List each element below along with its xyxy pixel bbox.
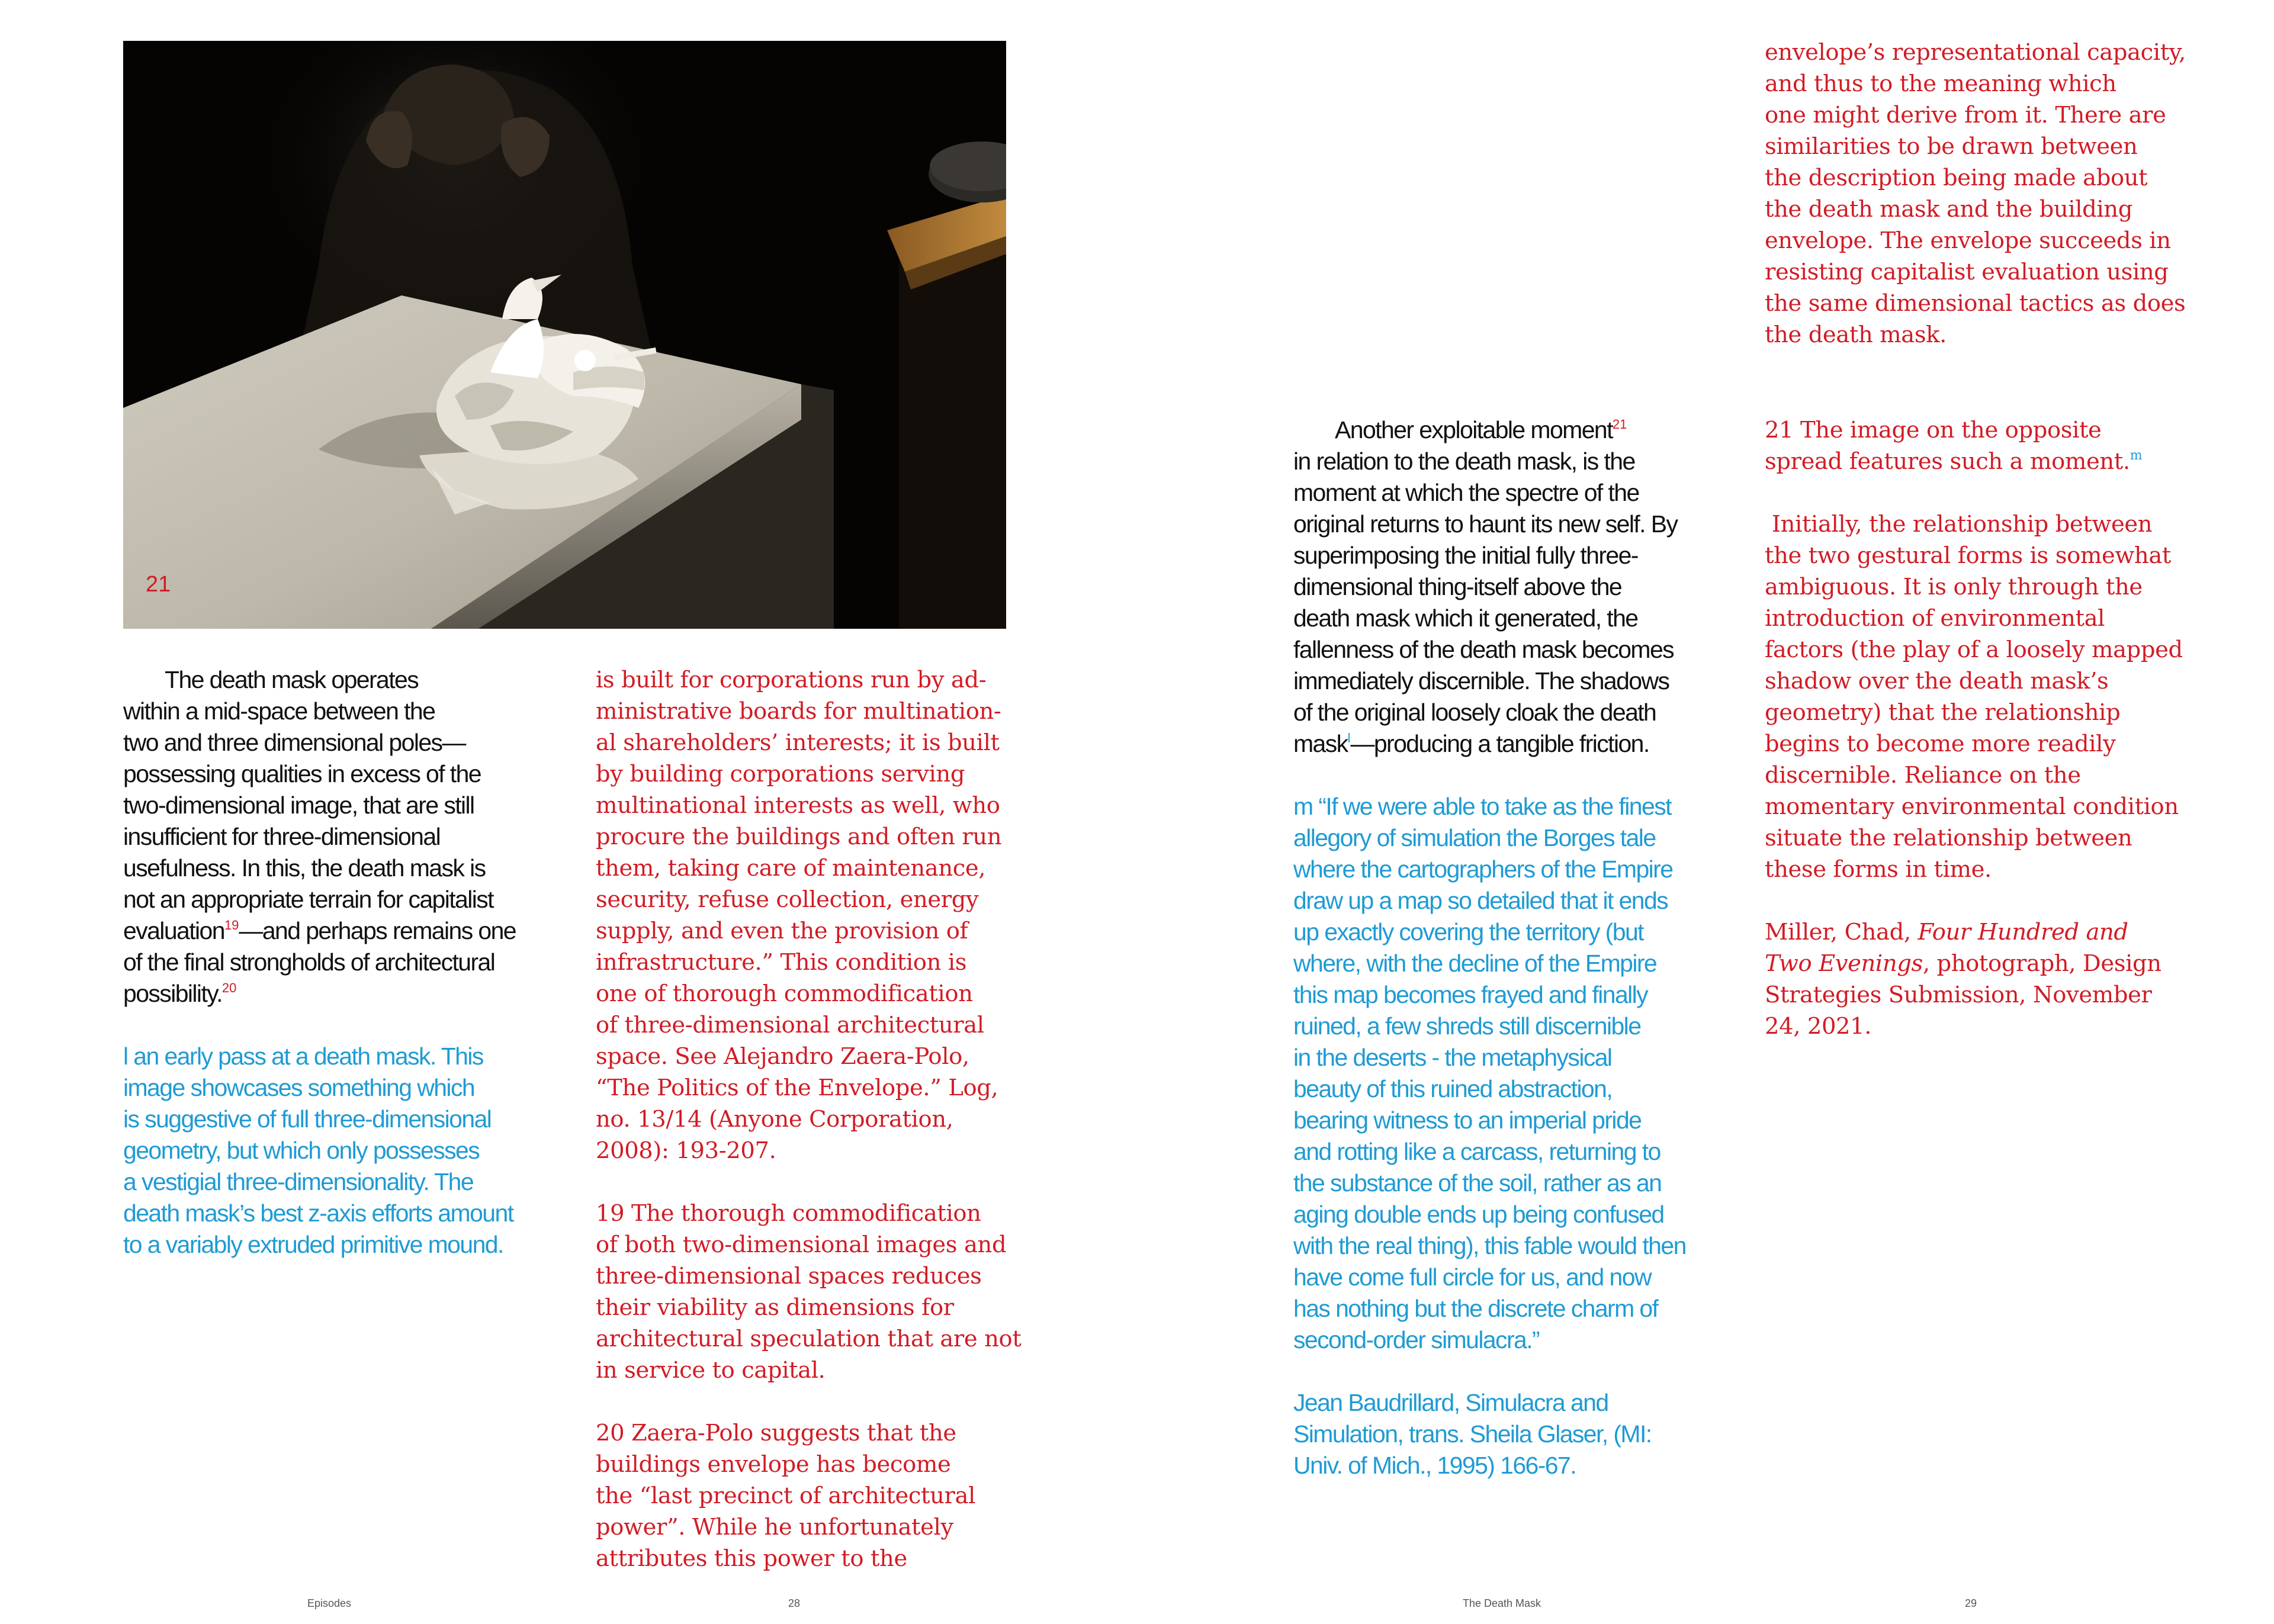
note-line: of both two-dimensional images and bbox=[596, 1231, 1007, 1258]
note-line: their viability as dimensions for bbox=[596, 1294, 954, 1321]
body-paragraph bbox=[1293, 414, 1720, 760]
body-line: possessing qualities in excess of the bbox=[123, 760, 481, 787]
caption-line: image showcases something which bbox=[123, 1074, 475, 1101]
body-text: evaluation bbox=[123, 917, 224, 944]
note-line: attributes this power to the bbox=[596, 1545, 907, 1572]
note-line: situate the relationship between bbox=[1765, 825, 2132, 851]
footnote-19 bbox=[596, 1198, 1022, 1386]
caption-line: ruined, a few shreds still discernible bbox=[1293, 1012, 1641, 1040]
caption-l bbox=[123, 1041, 561, 1260]
note-line: ambiguous. It is only through the bbox=[1765, 574, 2143, 600]
note-line: 24, 2021. bbox=[1765, 1013, 1872, 1040]
note-line: and thus to the meaning which bbox=[1765, 70, 2116, 97]
note-line: 2008): 193-207. bbox=[596, 1137, 776, 1164]
caption-line: l an early pass at a death mask. This bbox=[123, 1043, 483, 1070]
note-line: introduction of environmental bbox=[1765, 605, 2105, 632]
caption-line: have come full circle for us, and now bbox=[1293, 1263, 1651, 1291]
body-line: two-dimensional image, that are still bbox=[123, 792, 474, 819]
note-line: of three-dimensional architectural bbox=[596, 1012, 984, 1038]
caption-line: has nothing but the discrete charm of bbox=[1293, 1295, 1658, 1322]
body-line: two and three dimensional poles— bbox=[123, 729, 465, 756]
footnote-20-continued bbox=[1765, 37, 2203, 350]
body-text: mask bbox=[1293, 730, 1348, 757]
caption-line: up exactly covering the territory (but bbox=[1293, 918, 1643, 946]
note-line: one might derive from it. There are bbox=[1765, 102, 2166, 128]
caption-line: a vestigial three-dimensionality. The bbox=[123, 1168, 474, 1195]
footnote-21 bbox=[1765, 414, 2203, 477]
caption-line: where, with the decline of the Empire bbox=[1293, 950, 1657, 977]
note-line: in service to capital. bbox=[596, 1357, 826, 1384]
caption-line: in the deserts - the metaphysical bbox=[1293, 1044, 1612, 1071]
caption-line: second-order simulacra.” bbox=[1293, 1326, 1540, 1353]
note-line: “The Politics of the Envelope.” Log, bbox=[596, 1075, 998, 1101]
footer-section-title: Episodes bbox=[307, 1597, 352, 1609]
caption-line: Jean Baudrillard, Simulacra and bbox=[1293, 1389, 1608, 1416]
note-line: no. 13/14 (Anyone Corporation, bbox=[596, 1106, 953, 1133]
note-line: the “last precinct of architectural bbox=[596, 1482, 975, 1509]
left-column-notes bbox=[596, 664, 1022, 1574]
caption-line: is suggestive of full three-dimensional bbox=[123, 1105, 492, 1133]
note-line bbox=[1765, 916, 2203, 948]
footer-section-title: The Death Mask bbox=[1463, 1597, 1541, 1609]
footnote-ref-21[interactable]: 21 bbox=[1612, 417, 1627, 432]
note-line: factors (the play of a loosely mapped bbox=[1765, 636, 2183, 663]
note-line: the description being made about bbox=[1765, 165, 2148, 191]
note-line: ministrative boards for multination- bbox=[596, 698, 1001, 725]
note-line: three-dimensional spaces reduces bbox=[596, 1263, 982, 1289]
page-number: 29 bbox=[1965, 1597, 1977, 1609]
note-line: discernible. Reliance on the bbox=[1765, 762, 2081, 789]
body-line: within a mid-space between the bbox=[123, 697, 435, 725]
body-line: dimensional thing-itself above the bbox=[1293, 573, 1622, 600]
footnote-ref-19[interactable]: 19 bbox=[224, 918, 239, 932]
note-line: infrastructure.” This condition is bbox=[596, 949, 967, 976]
caption-line: allegory of simulation the Borges tale bbox=[1293, 824, 1656, 851]
caption-m-citation bbox=[1293, 1387, 1720, 1481]
caption-line: aging double ends up being confused bbox=[1293, 1201, 1664, 1228]
body-line: moment at which the spectre of the bbox=[1293, 479, 1639, 506]
caption-line: to a variably extruded primitive mound. bbox=[123, 1231, 503, 1258]
body-line bbox=[123, 915, 561, 947]
note-line: them, taking care of maintenance, bbox=[596, 855, 986, 882]
note-line: the two gestural forms is somewhat bbox=[1765, 542, 2171, 569]
note-line: momentary environmental condition bbox=[1765, 793, 2179, 820]
caption-line: death mask’s best z-axis efforts amount bbox=[123, 1199, 513, 1227]
body-line: of the original loosely cloak the death bbox=[1293, 699, 1656, 726]
note-line: space. See Alejandro Zaera-Polo, bbox=[596, 1043, 969, 1070]
note-line: architectural speculation that are not bbox=[596, 1326, 1022, 1352]
note-text: spread features such a moment. bbox=[1765, 448, 2130, 475]
page-number: 28 bbox=[788, 1597, 801, 1609]
caption-line: with the real thing), this fable would then bbox=[1293, 1232, 1686, 1259]
note-line bbox=[1765, 948, 2203, 979]
note-continued bbox=[1765, 37, 2203, 350]
body-line: in relation to the death mask, is the bbox=[1293, 448, 1635, 475]
note-line: similarities to be drawn between bbox=[1765, 133, 2138, 160]
caption-line: Simulation, trans. Sheila Glaser, (MI: bbox=[1293, 1420, 1652, 1448]
credit-text: , photograph, Design bbox=[1922, 950, 2161, 977]
note-line: by building corporations serving bbox=[596, 761, 965, 787]
note-line: buildings envelope has become bbox=[596, 1451, 951, 1478]
body-text: —producing a tangible friction. bbox=[1350, 730, 1649, 757]
caption-ref-m[interactable]: m bbox=[2130, 448, 2143, 463]
caption-line: the substance of the soil, rather as an bbox=[1293, 1169, 1662, 1197]
body-text: Another exploitable moment bbox=[1335, 416, 1613, 443]
credit-title: Two Evenings bbox=[1765, 950, 1923, 977]
right-column-notes bbox=[1765, 414, 2203, 1042]
body-text: possibility. bbox=[123, 980, 222, 1007]
caption-line: m “If we were able to take as the finest bbox=[1293, 793, 1671, 820]
body-line: superimposing the initial fully three- bbox=[1293, 542, 1638, 569]
footnote-ref-20[interactable]: 20 bbox=[221, 980, 237, 995]
body-text: —and perhaps remains one bbox=[239, 917, 516, 944]
body-line: usefulness. In this, the death mask is bbox=[123, 854, 486, 882]
note-line: multinational interests as well, who bbox=[596, 792, 1000, 819]
caption-line: bearing witness to an imperial pride bbox=[1293, 1107, 1642, 1134]
note-line: envelope’s representational capacity, bbox=[1765, 39, 2186, 66]
caption-line: geometry, but which only possesses bbox=[123, 1137, 480, 1164]
body-paragraph bbox=[123, 664, 561, 1009]
right-column-body bbox=[1293, 414, 1720, 1481]
note-line: the same dimensional tactics as does bbox=[1765, 290, 2186, 317]
note-line: security, refuse collection, energy bbox=[596, 886, 979, 913]
photograph-death-mask bbox=[123, 41, 1006, 629]
note-line: Strategies Submission, November bbox=[1765, 982, 2152, 1008]
note-line: 21 The image on the opposite bbox=[1765, 417, 2102, 443]
note-line: these forms in time. bbox=[1765, 856, 1992, 883]
note-line: 20 Zaera-Polo suggests that the bbox=[596, 1420, 956, 1446]
note-line: al shareholders’ interests; it is built bbox=[596, 729, 1000, 756]
photo-credit bbox=[1765, 916, 2203, 1042]
note-paragraph bbox=[1765, 509, 2203, 885]
photo-illustration bbox=[123, 41, 1006, 629]
note-line bbox=[1765, 446, 2203, 477]
caption-line: and rotting like a carcass, returning to bbox=[1293, 1138, 1660, 1165]
body-line: immediately discernible. The shadows bbox=[1293, 667, 1669, 694]
note-line: 19 The thorough commodification bbox=[596, 1200, 981, 1227]
note-line: envelope. The envelope succeeds in bbox=[1765, 227, 2171, 254]
caption-line: draw up a map so detailed that it ends bbox=[1293, 887, 1668, 914]
body-line: fallenness of the death mask becomes bbox=[1293, 636, 1674, 663]
note-line: geometry) that the relationship bbox=[1765, 699, 2121, 726]
credit-title: Four Hundred and bbox=[1918, 919, 2128, 946]
caption-line: Univ. of Mich., 1995) 166-67. bbox=[1293, 1452, 1576, 1479]
note-line: is built for corporations run by ad- bbox=[596, 667, 987, 693]
body-line bbox=[123, 978, 561, 1009]
note-line: Initially, the relationship between bbox=[1765, 511, 2153, 538]
note-line: shadow over the death mask’s bbox=[1765, 668, 2109, 694]
note-line: procure the buildings and often run bbox=[596, 824, 1002, 850]
left-column-body bbox=[123, 664, 561, 1260]
credit-author: Miller, Chad, bbox=[1765, 919, 1918, 946]
note-line: one of thorough commodification bbox=[596, 980, 973, 1007]
footnote-20 bbox=[596, 1417, 1010, 1574]
body-line: not an appropriate terrain for capitalist bbox=[123, 886, 493, 913]
figure-number: 21 bbox=[146, 572, 171, 597]
body-line: original returns to haunt its new self. By bbox=[1293, 510, 1678, 538]
body-line: of the final strongholds of architectural bbox=[123, 948, 495, 976]
note-line: the death mask and the building bbox=[1765, 196, 2132, 223]
note-line: power”. While he unfortunately bbox=[596, 1514, 953, 1541]
body-line bbox=[1293, 414, 1720, 446]
note-line: the death mask. bbox=[1765, 321, 1947, 348]
body-line: The death mask operates bbox=[165, 666, 419, 693]
caption-ref-l[interactable]: l bbox=[1347, 731, 1351, 745]
body-line bbox=[1293, 728, 1720, 760]
wooden-stool bbox=[887, 142, 1006, 629]
note-line: supply, and even the provision of bbox=[596, 918, 968, 944]
note-line: resisting capitalist evaluation using bbox=[1765, 259, 2169, 285]
note-line: begins to become more readily bbox=[1765, 731, 2116, 757]
note-continued bbox=[596, 664, 1010, 1166]
body-line: insufficient for three-dimensional bbox=[123, 823, 441, 850]
caption-m-quote bbox=[1293, 791, 1720, 1356]
body-line: death mask which it generated, the bbox=[1293, 604, 1638, 632]
caption-line: this map becomes frayed and finally bbox=[1293, 981, 1648, 1008]
caption-line: where the cartographers of the Empire bbox=[1293, 856, 1673, 883]
caption-line: beauty of this ruined abstraction, bbox=[1293, 1075, 1613, 1102]
